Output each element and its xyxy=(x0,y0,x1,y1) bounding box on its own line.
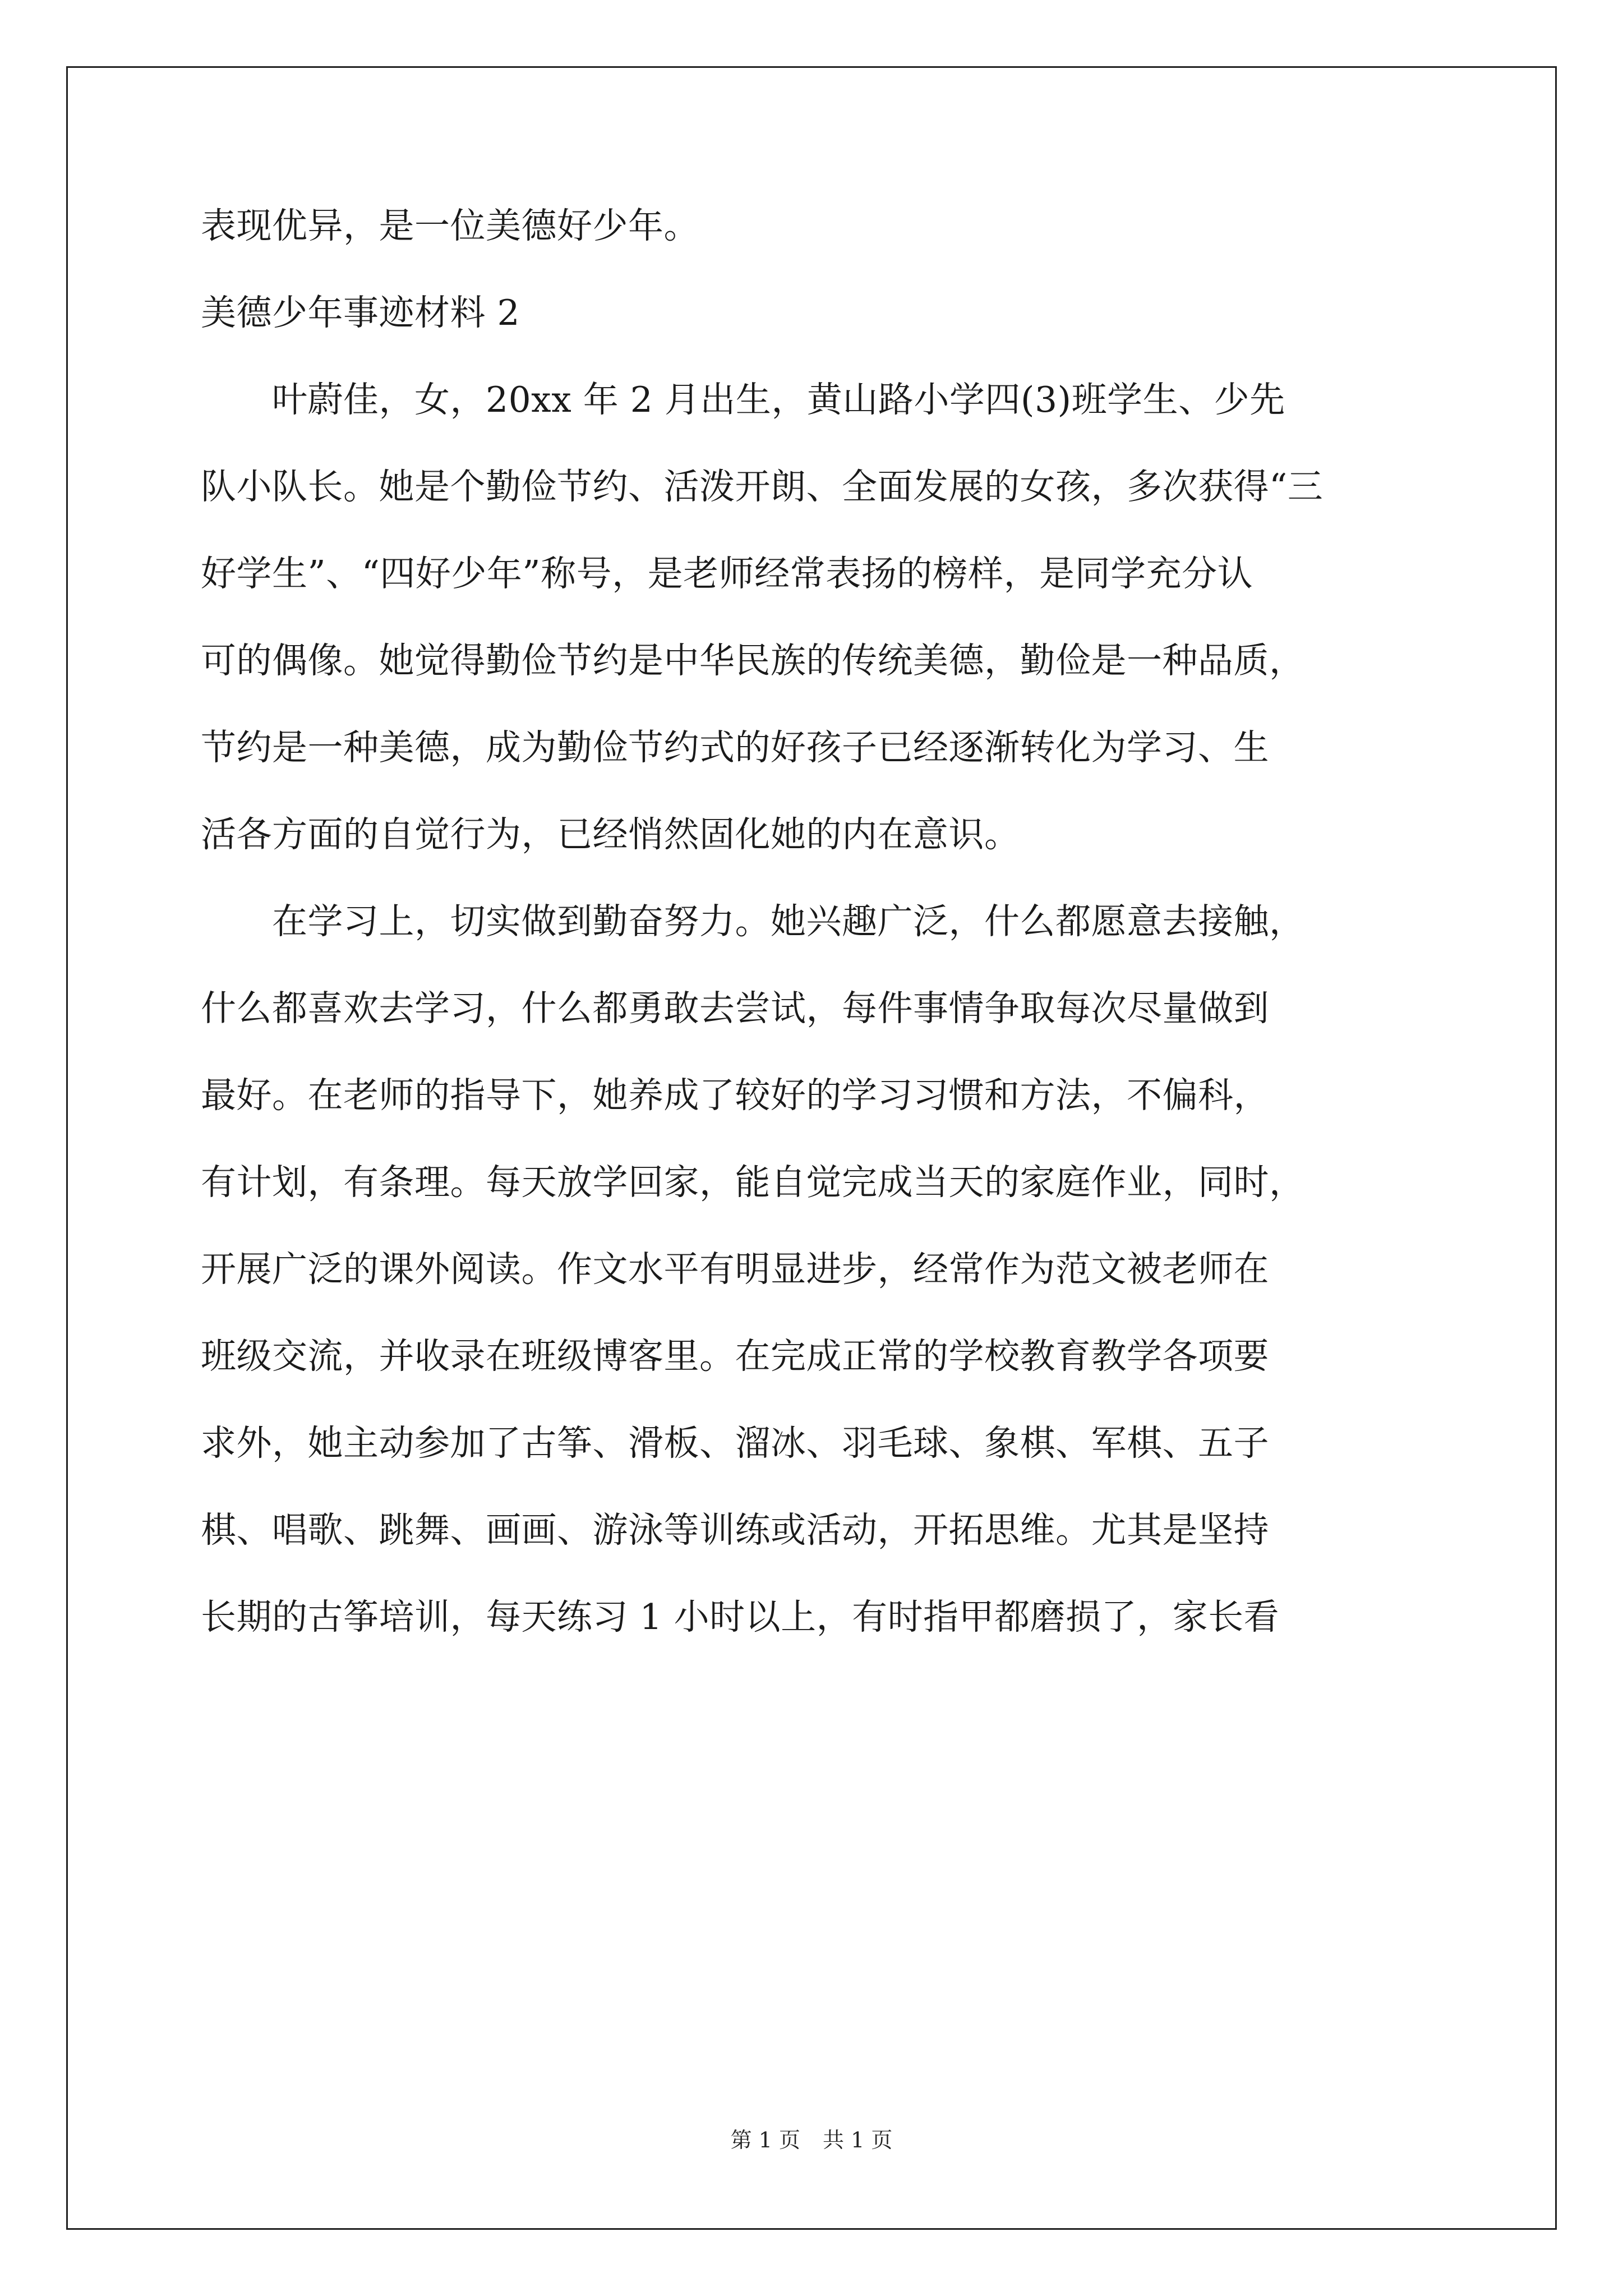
text-line: 活各方面的自觉行为，已经悄然固化她的内在意识。 xyxy=(201,814,1020,855)
text-line: 好学生”、“四好少年”称号，是老师经常表扬的榜样，是同学充分认 xyxy=(201,553,1253,594)
text-line: 有计划，有条理。每天放学回家，能自觉完成当天的家庭作业，同时， xyxy=(201,1162,1305,1203)
text-line: 开展广泛的课外阅读。作文水平有明显进步，经常作为范文被老师在 xyxy=(201,1249,1269,1290)
text-line: 叶蔚佳，女，20xx 年 2 月出生，黄山路小学四(3)班学生、少先 xyxy=(201,379,1285,420)
document-body xyxy=(201,206,1435,1637)
text-line: 棋、唱歌、跳舞、画画、游泳等训练或活动，开拓思维。尤其是坚持 xyxy=(201,1510,1269,1550)
text-line: 节约是一种美德，成为勤俭节约式的好孩子已经逐渐转化为学习、生 xyxy=(201,727,1269,768)
text-line: 在学习上，切实做到勤奋努力。她兴趣广泛，什么都愿意去接触， xyxy=(201,901,1305,942)
text-line: 长期的古筝培训，每天练习 1 小时以上，有时指甲都磨损了，家长看 xyxy=(201,1596,1280,1637)
text-line: 可的偶像。她觉得勤俭节约是中华民族的传统美德，勤俭是一种品质， xyxy=(201,640,1305,681)
text-line: 什么都喜欢去学习，什么都勇敢去尝试，每件事情争取每次尽量做到 xyxy=(201,988,1269,1029)
page-footer xyxy=(0,2128,1623,2152)
text-line: 最好。在老师的指导下，她养成了较好的学习习惯和方法，不偏科， xyxy=(201,1075,1269,1116)
text-line: 班级交流，并收录在班级博客里。在完成正常的学校教育教学各项要 xyxy=(201,1336,1269,1377)
section-heading: 美德少年事迹材料 2 xyxy=(201,292,520,333)
page-total: 共 1 页 xyxy=(823,2128,893,2152)
text-line: 表现优异，是一位美德好少年。 xyxy=(201,205,699,246)
text-line: 求外，她主动参加了古筝、滑板、溜冰、羽毛球、象棋、军棋、五子 xyxy=(201,1423,1269,1464)
text-line: 队小队长。她是个勤俭节约、活泼开朗、全面发展的女孩，多次获得“三 xyxy=(201,466,1324,507)
page-number: 第 1 页 xyxy=(730,2128,800,2152)
